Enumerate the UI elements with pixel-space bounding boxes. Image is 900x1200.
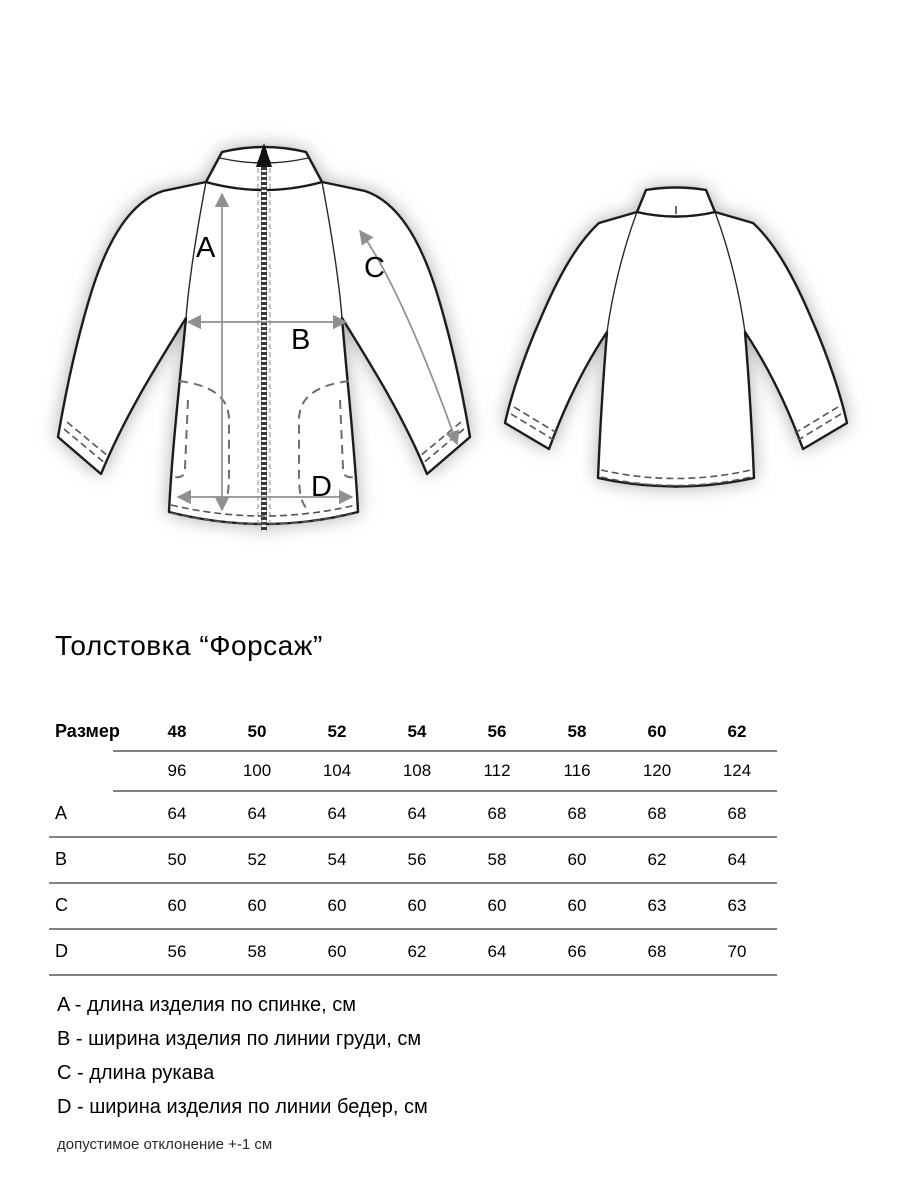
value-cell: 64: [167, 804, 187, 823]
value-cell: 63: [647, 896, 667, 915]
row-label: D: [55, 941, 68, 961]
table-header-size-label: Размер: [55, 721, 120, 741]
chest-cell: 108: [402, 761, 432, 780]
back-body-outline: [505, 212, 847, 487]
chest-cell: 112: [483, 761, 511, 780]
value-cell: 63: [727, 896, 747, 915]
row-label: C: [55, 895, 68, 915]
value-cell: 64: [727, 850, 747, 869]
legend-item-a: A - длина изделия по спинке, см: [57, 994, 357, 1016]
value-cell: 68: [647, 942, 667, 961]
size-cell: 56: [487, 722, 507, 741]
measure-label-d: D: [311, 471, 332, 503]
value-cell: 68: [647, 804, 667, 823]
value-cell: 66: [567, 942, 587, 961]
size-cell: 54: [407, 722, 427, 741]
measure-label-b: B: [291, 324, 311, 356]
measurement-legend: [57, 988, 428, 1124]
value-cell: 52: [247, 850, 267, 869]
tolerance-footnote: допустимое отклонение +-1 см: [57, 1136, 273, 1153]
table-row-b: [55, 838, 795, 882]
value-cell: 60: [167, 896, 187, 915]
table-row-a: [55, 792, 795, 836]
size-cell: 62: [727, 722, 747, 741]
chest-cell: 96: [167, 761, 187, 780]
value-cell: 56: [407, 850, 427, 869]
measure-label-a: A: [196, 232, 216, 264]
measure-label-c: C: [364, 252, 385, 284]
size-cell: 60: [647, 722, 667, 741]
value-cell: 58: [247, 942, 267, 961]
value-cell: 56: [167, 942, 187, 961]
value-cell: 60: [567, 896, 587, 915]
value-cell: 68: [567, 804, 587, 823]
value-cell: 64: [247, 804, 267, 823]
table-row-chest: [55, 752, 795, 790]
legend-item-b: B - ширина изделия по линии груди, см: [57, 1028, 422, 1050]
value-cell: 50: [167, 850, 187, 869]
value-cell: 60: [407, 896, 427, 915]
value-cell: 64: [407, 804, 427, 823]
value-cell: 64: [327, 804, 347, 823]
value-cell: 64: [487, 942, 507, 961]
legend-item-c: C - длина рукава: [57, 1062, 215, 1084]
page-title: Толстовка “Форсаж”: [55, 630, 323, 661]
value-cell: 60: [567, 850, 587, 869]
table-row-c: [55, 884, 795, 928]
value-cell: 60: [327, 896, 347, 915]
value-cell: 60: [247, 896, 267, 915]
table-divider: [49, 974, 777, 976]
row-label: A: [55, 803, 68, 823]
size-cell: 50: [247, 722, 267, 741]
size-cell: 52: [327, 722, 347, 741]
value-cell: 60: [327, 942, 347, 961]
value-cell: 60: [487, 896, 507, 915]
value-cell: 68: [487, 804, 507, 823]
value-cell: 54: [327, 850, 347, 869]
size-cell: 48: [167, 722, 187, 741]
value-cell: 70: [727, 942, 747, 961]
chest-cell: 100: [242, 761, 272, 780]
size-cell: 58: [567, 722, 587, 741]
chest-cell: 104: [322, 761, 352, 780]
size-table: [55, 714, 795, 976]
chest-cell: 116: [563, 761, 591, 780]
table-row-d: [55, 930, 795, 974]
chest-cell: 124: [722, 761, 752, 780]
table-row-sizes: [55, 714, 795, 750]
value-cell: 68: [727, 804, 747, 823]
value-cell: 58: [487, 850, 507, 869]
row-label: B: [55, 849, 68, 869]
front-view: [58, 143, 470, 531]
chest-cell: 120: [642, 761, 672, 780]
value-cell: 62: [647, 850, 667, 869]
value-cell: 62: [407, 942, 427, 961]
back-view: [505, 188, 847, 487]
legend-item-d: D - ширина изделия по линии бедер, см: [57, 1096, 428, 1118]
